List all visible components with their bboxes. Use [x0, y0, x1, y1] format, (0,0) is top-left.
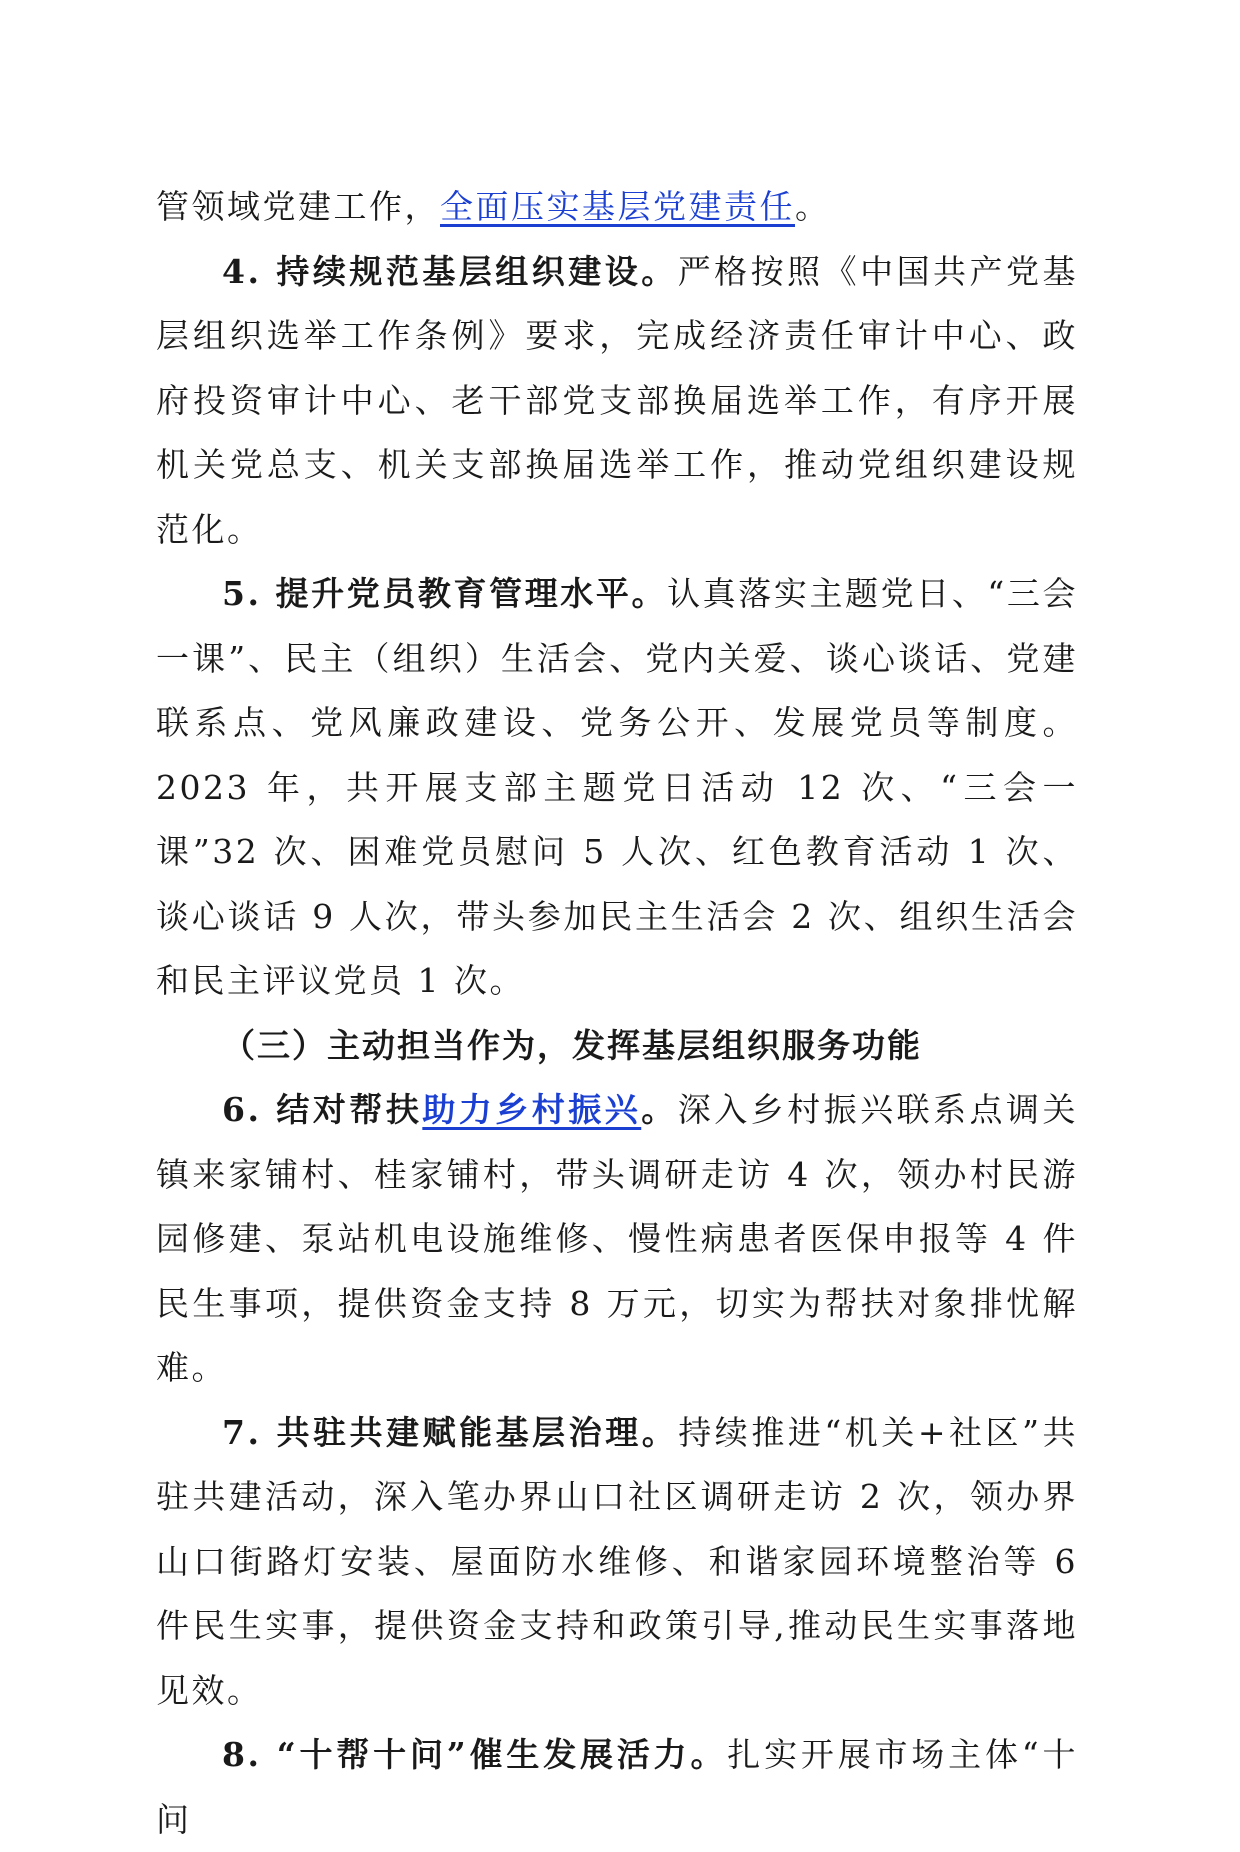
- paragraph-text: 管领域党建工作，: [156, 187, 440, 226]
- paragraph-end: 。: [795, 187, 831, 226]
- paragraph-heading: 8. “十帮十问”催生发展活力。: [222, 1735, 728, 1774]
- paragraph-8: [156, 1723, 1078, 1852]
- paragraph-6: [156, 1078, 1078, 1401]
- paragraph-heading: 7. 共驻共建赋能基层治理。: [222, 1412, 679, 1452]
- paragraph-5: [156, 562, 1078, 1014]
- paragraph-body: 扎实开展市场主体“十问: [156, 1735, 1078, 1839]
- paragraph-heading-end: 。: [641, 1090, 678, 1129]
- document-page: [156, 175, 1078, 1852]
- paragraph-4: [156, 240, 1078, 563]
- paragraph-body: 深入乡村振兴联系点调关镇来家铺村、桂家铺村，带头调研走访 4 次，领办村民游园修建、泵站机电设施维修、慢性病患者医保申报等 4 件民生事项，提供资金支持 8 万元，切实为帮扶对象排忧解难。: [156, 1090, 1079, 1387]
- paragraph-body: 认真落实主题党日、“三会一课”、民主（组织）生活会、党内关爱、谈心谈话、党建联系点、党风廉政建设、党务公开、发展党员等制度。2023 年，共开展支部主题党日活动 12 次、“三会一课”32 次、困难党员慰问 5 人次、红色教育活动 1 次、谈心谈话 9 人次，带头参加民主生活会 2 次、组织生活会和民主评议党员 1 次。: [156, 574, 1078, 1000]
- section-heading-3: （三）主动担当作为，发挥基层组织服务功能: [222, 1025, 922, 1065]
- paragraph-heading: 4. 持续规范基层组织建设。: [222, 251, 678, 291]
- hyperlink-rural-revitalization[interactable]: 助力乡村振兴: [422, 1090, 642, 1129]
- hyperlink-responsibility[interactable]: 全面压实基层党建责任: [440, 187, 795, 226]
- paragraph-heading: 5. 提升党员教育管理水平。: [222, 574, 668, 613]
- paragraph-body: 严格按照《中国共产党基层组织选举工作条例》要求，完成经济责任审计中心、政府投资审计中心、老干部党支部换届选举工作，有序开展机关党总支、机关支部换届选举工作，推动党组织建设规范化。: [156, 251, 1078, 549]
- paragraph-body: 持续推进“机关+社区”共驻共建活动，深入笔办界山口社区调研走访 2 次，领办界山口街路灯安装、屋面防水维修、和谐家园环境整治等 6 件民生实事，提供资金支持和政策引导,推动民生实事落地见效。: [156, 1412, 1078, 1710]
- paragraph-continued: [156, 175, 1078, 240]
- paragraph-heading: 6. 结对帮扶: [222, 1090, 423, 1129]
- paragraph-7: [156, 1401, 1078, 1724]
